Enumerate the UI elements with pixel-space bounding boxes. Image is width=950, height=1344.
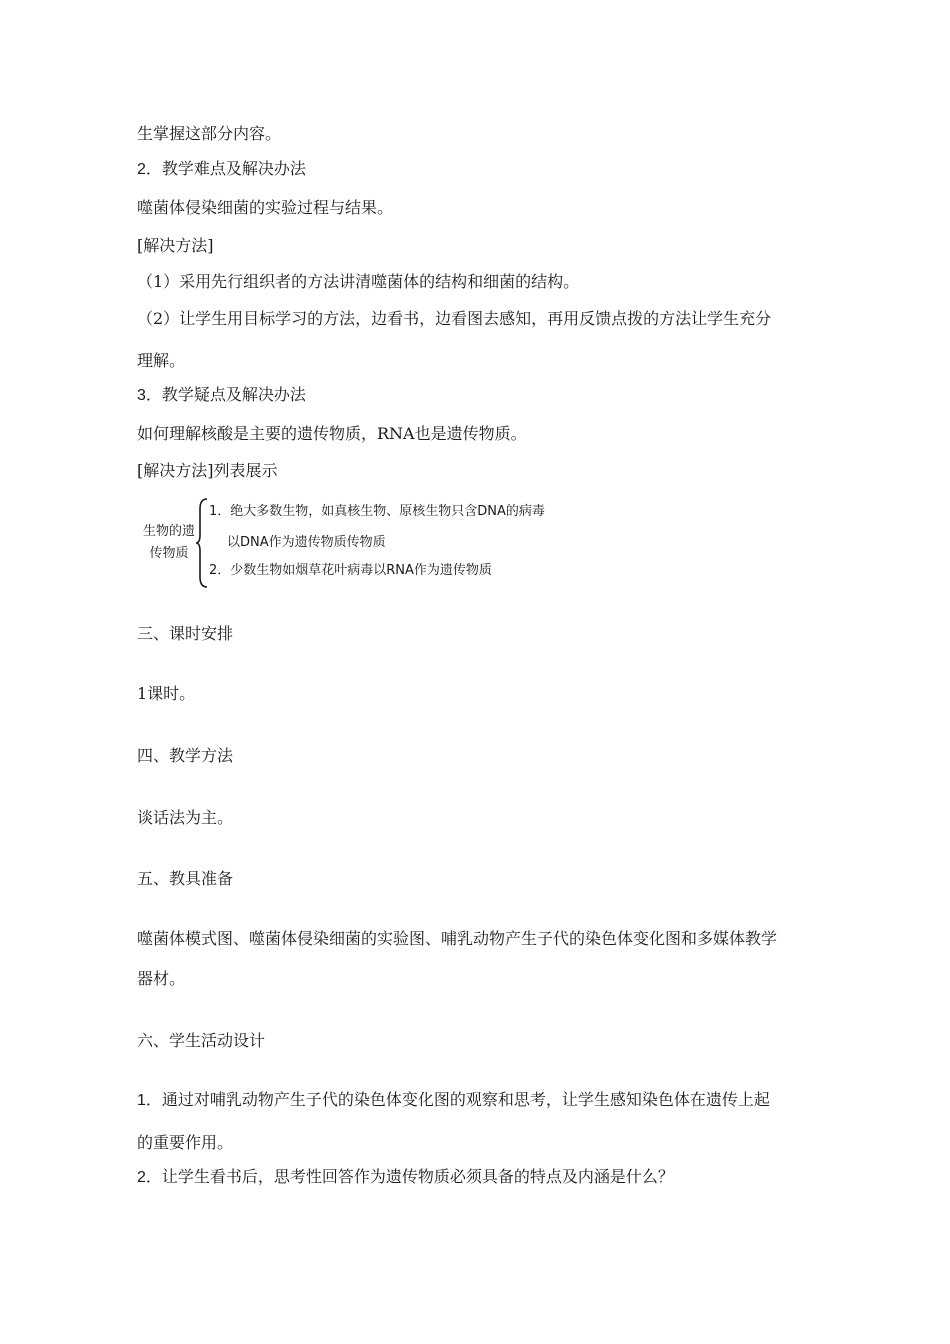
paragraph-line: （2）让学生用目标学习的方法，边看书，边看图去感知，再用反馈点拨的方法让学生充分 <box>137 309 772 328</box>
figure-label-line: 生物的遗 <box>142 524 195 539</box>
subheading-difficulty: 2．教学难点及解决办法 <box>137 161 306 178</box>
figure-item-2: 2．少数生物如烟草花叶病毒以RNA作为遗传物质 <box>209 563 492 578</box>
subheading-doubt: 3．教学疑点及解决办法 <box>137 387 306 404</box>
paragraph-line: （1）采用先行组织者的方法讲清噬菌体的结构和细菌的结构。 <box>137 272 580 291</box>
paragraph-line: [解决方法] <box>137 236 214 255</box>
paragraph-line: 生掌握这部分内容。 <box>137 124 282 143</box>
activity-item-1: 1．通过对哺乳动物产生子代的染色体变化图的观察和思考，让学生感知染色体在遗传上起 <box>137 1092 770 1109</box>
section-body: 器材。 <box>137 969 186 988</box>
figure-item-1: 1．绝大多数生物，如真核生物、原核生物只含DNA的病毒 <box>209 504 545 519</box>
genetic-material-figure <box>137 497 597 593</box>
paragraph-line: 理解。 <box>137 351 186 370</box>
paragraph-line: [解决方法]列表展示 <box>137 461 278 480</box>
section-title-method: 四、教学方法 <box>137 746 234 765</box>
section-title-schedule: 三、课时安排 <box>137 624 234 643</box>
figure-label <box>137 521 201 565</box>
section-title-activities: 六、学生活动设计 <box>137 1031 266 1050</box>
figure-item-1-continued: 以DNA作为遗传物质传物质 <box>227 535 386 550</box>
section-body: 1课时。 <box>137 684 196 703</box>
activity-item-1-continued: 的重要作用。 <box>137 1133 234 1152</box>
section-body: 谈话法为主。 <box>137 808 234 827</box>
brace-icon <box>195 497 209 589</box>
section-body: 噬菌体模式图、噬菌体侵染细菌的实验图、哺乳动物产生子代的染色体变化图和多媒体教学 <box>137 929 778 948</box>
section-title-materials: 五、教具准备 <box>137 869 234 888</box>
paragraph-line: 如何理解核酸是主要的遗传物质，RNA也是遗传物质。 <box>137 424 527 443</box>
activity-item-2: 2．让学生看书后，思考性回答作为遗传物质必须具备的特点及内涵是什么？ <box>137 1169 674 1186</box>
paragraph-line: 噬菌体侵染细菌的实验过程与结果。 <box>137 198 394 217</box>
figure-label-line: 传物质 <box>149 546 189 561</box>
